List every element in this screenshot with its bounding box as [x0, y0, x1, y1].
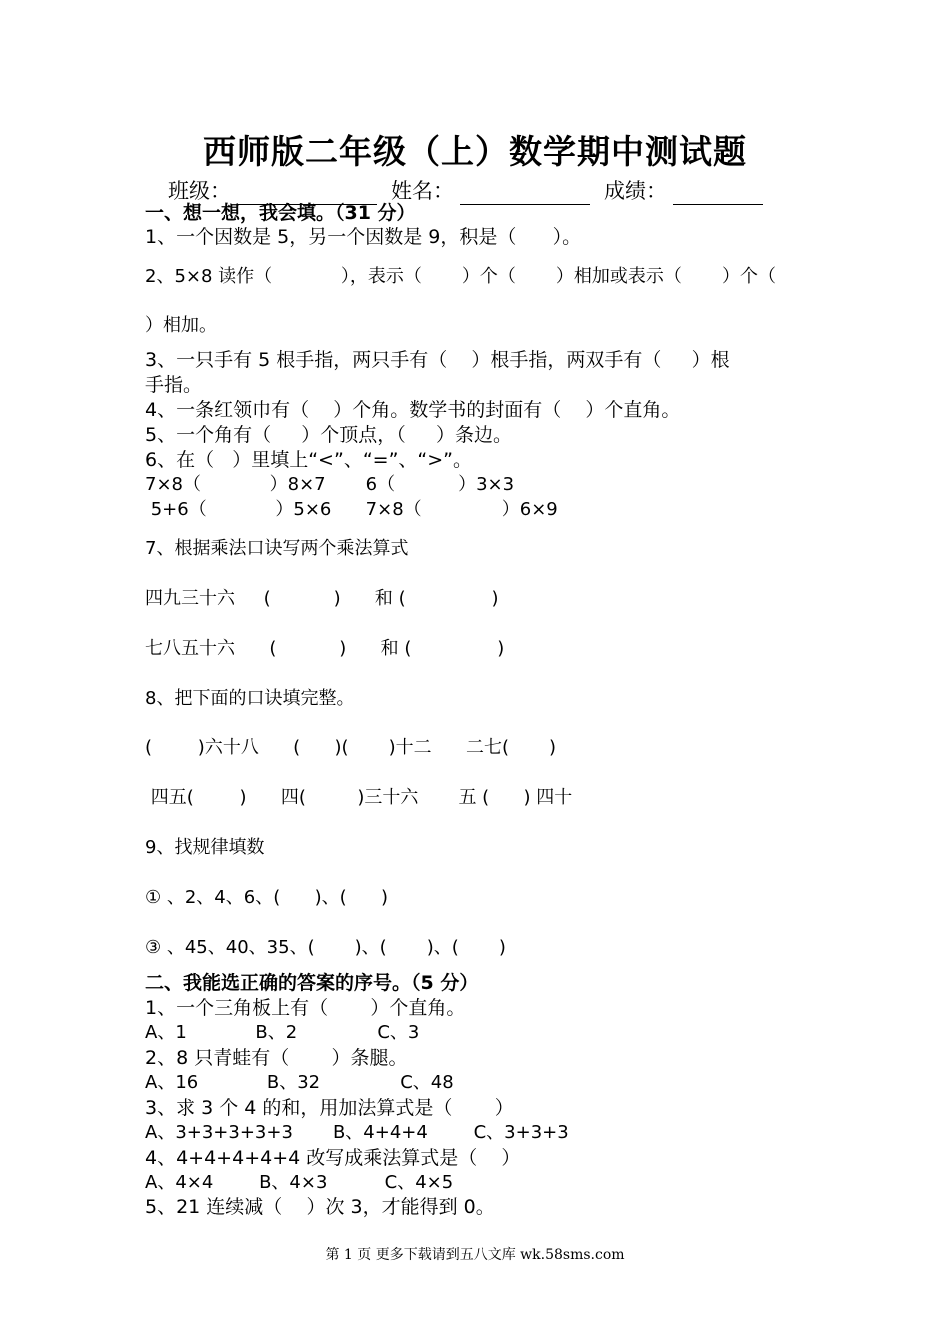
- question-2-1: 1、一个三角板上有（ ）个直角。: [145, 997, 466, 1019]
- class-label: 班级：: [168, 179, 231, 203]
- question-1-2a: 2、5×8 读作（ ），表示（ ）个（ ）相加或表示（ ）个（: [145, 266, 776, 287]
- name-label: 姓名：: [391, 179, 454, 203]
- question-1-5: 5、一个角有（ ）个顶点，（ ）条边。: [145, 424, 512, 446]
- page-footer: 第 1 页 更多下载请到五八文库 wk.58sms.com: [325, 1247, 625, 1263]
- question-2-4-options: A、4×4 B、4×3 C、4×5: [145, 1172, 454, 1193]
- question-1-6: 6、在（ ）里填上“<”、“=”、“>”。: [145, 449, 473, 471]
- question-1-3a: 3、一只手有 5 根手指，两只手有（ ）根手指，两双手有（ ）根: [145, 349, 730, 371]
- question-1-1: 1、一个因数是 5，另一个因数是 9，积是（ ）。: [145, 226, 582, 248]
- question-1-7a: 四九三十六 ( ) 和 ( ): [145, 588, 499, 609]
- question-1-8: 8、把下面的口诀填完整。: [145, 688, 355, 709]
- question-2-4: 4、4+4+4+4+4 改写成乘法算式是（ ）: [145, 1147, 521, 1169]
- question-2-2-options: A、16 B、32 C、48: [145, 1072, 454, 1093]
- question-1-3b: 手指。: [145, 374, 203, 396]
- question-1-9a: ① 、2、4、6、( )、( ): [145, 887, 388, 908]
- page-title: 西师版二年级（上）数学期中测试题: [203, 132, 747, 171]
- question-2-3: 3、求 3 个 4 的和，用加法算式是（ ）: [145, 1097, 514, 1119]
- question-1-2b: ）相加。: [145, 315, 217, 336]
- question-1-8a: ( )六十八 ( )( )十二 二七( ): [145, 737, 557, 758]
- question-1-6a: 7×8（ ）8×7 6（ ）3×3: [145, 474, 515, 495]
- section1-heading: 一、想一想，我会填。（31 分）: [145, 202, 416, 224]
- question-1-6b: 5+6（ ）5×6 7×8（ ）6×9: [145, 499, 558, 520]
- section2-heading: 二、我能选正确的答案的序号。（5 分）: [145, 972, 479, 994]
- question-2-2: 2、8 只青蛙有（ ）条腿。: [145, 1047, 408, 1069]
- question-2-1-options: A、1 B、2 C、3: [145, 1022, 420, 1043]
- question-1-7: 7、根据乘法口诀写两个乘法算式: [145, 538, 409, 559]
- question-1-9b: ③ 、45、40、35、( )、( )、( ): [145, 937, 506, 958]
- score-blank: [673, 182, 763, 205]
- question-2-5: 5、21 连续减（ ）次 3，才能得到 0。: [145, 1196, 495, 1218]
- name-blank: [460, 182, 590, 205]
- question-1-8b: 四五( ) 四( )三十六 五 ( ) 四十: [145, 787, 573, 808]
- question-2-3-options: A、3+3+3+3+3 B、4+4+4 C、3+3+3: [145, 1122, 569, 1143]
- score-label: 成绩：: [604, 179, 667, 203]
- question-1-7b: 七八五十六 ( ) 和 ( ): [145, 638, 505, 659]
- question-1-4: 4、一条红领巾有（ ）个角。数学书的封面有（ ）个直角。: [145, 399, 681, 421]
- question-1-9: 9、找规律填数: [145, 837, 265, 858]
